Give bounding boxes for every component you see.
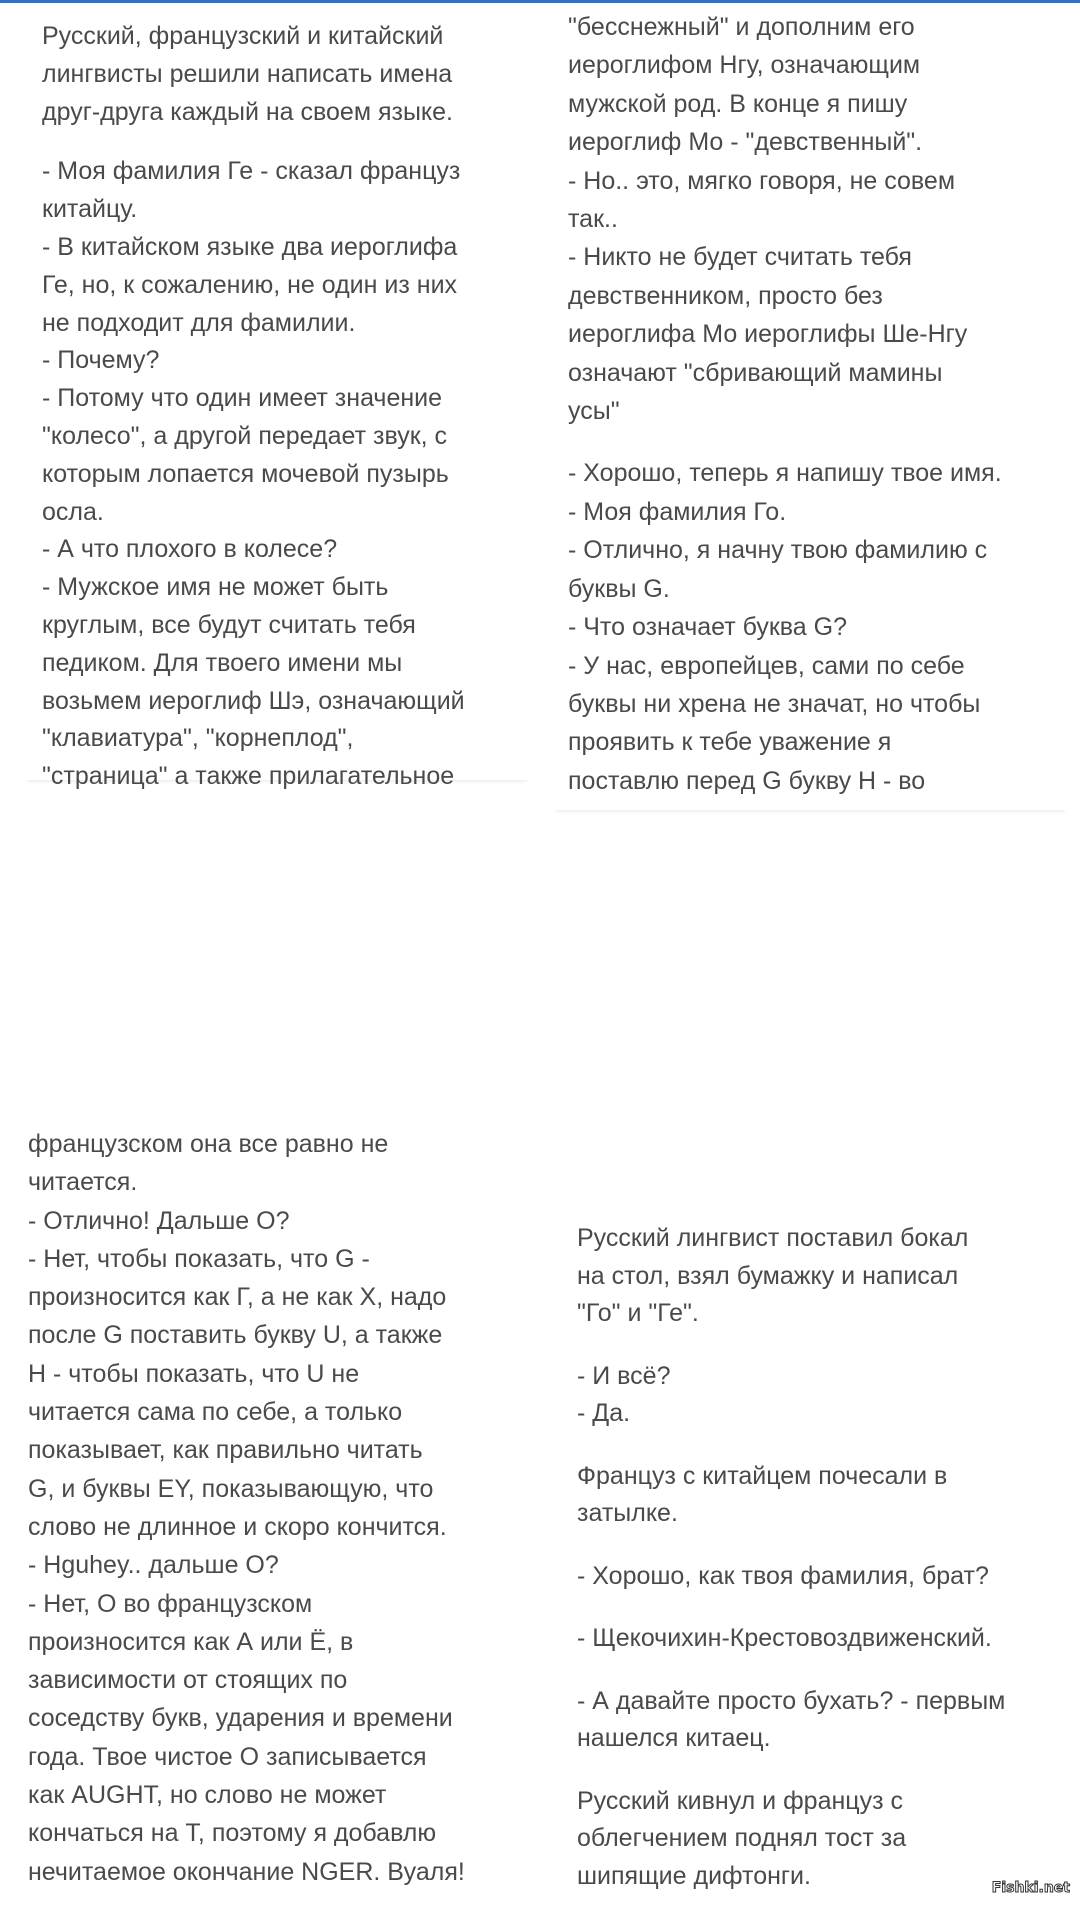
story-paragraph: Русский кивнул и француз с облегчением поднял тост за шипящие дифтонги.	[577, 1786, 907, 1890]
story-paragraph: - Моя фамилия Ге - сказал француз китайцу. - В китайском языке два иероглифа Ге, но, к сожалению, не один из них не подходит для фамилии. - Почему? - Потому что один имеет значение "колесо", а другой передает звук, с которым лопается мочевой пузырь осла. - А что плохого в колесе? - Мужское имя не может быть круглым, все будут считать тебя педиком. Для твоего имени мы возьмем иероглиф Шэ, означающий "клавиатура", "корнеплод", "страница" а также прилагательное	[42, 157, 465, 791]
text-panel-bottom-right	[560, 1220, 1080, 1908]
top-accent-bar	[0, 0, 1080, 3]
story-paragraph: - И всё? - Да.	[577, 1361, 671, 1427]
story-paragraph: "бесснежный" и дополним его иероглифом Нгу, означающим мужской род. В конце я пишу иероглиф Мо - "девственный". - Но.. это, мягко говоря, не совем так.. - Никто не будет считать тебя девственником, просто без иероглифа Мо иероглифы Ше-Нгу означают "сбривающий мамины усы"	[568, 13, 968, 426]
story-paragraph: - А давайте просто бухать? - первым нашелся китаец.	[577, 1686, 1006, 1752]
story-paragraph: Русский, французский и китайский лингвисты решили написать имена друг-друга каждый на своем языке.	[42, 22, 453, 126]
text-panel-bottom-left	[14, 1125, 514, 1905]
story-paragraph: - Щекочихин-Крестовоздвиженский.	[577, 1624, 992, 1652]
story-paragraph: французском она все равно не читается. - Отлично! Дальше О? - Нет, чтобы показать, что G - произносится как Г, а не как Х, надо после G поставить букву U, а также H - чтобы показать, что U не читается сама по себе, а только показывает, как правильно читать G, и буквы EY, показывающую, что слово не длинное и скоро кончится. - Hguhey.. дальше О? - Нет, О во французском произносится как А или Ё, в зависимости от стоящих по соседству букв, ударения и времени года. Твое чистое О записывается как AUGHT, но слово не может кончаться на Т, поэтому я добавлю нечитаемое окончание NGER. Вуаля!	[28, 1130, 465, 1886]
text-panel-top-right	[552, 4, 1068, 810]
story-paragraph: - Хорошо, как твоя фамилия, брат?	[577, 1561, 989, 1590]
story-paragraph: Русский лингвист поставил бокал на стол, взял бумажку и написал "Го" и "Ге".	[577, 1224, 969, 1327]
watermark-logo: Fishki.net	[991, 1880, 1070, 1896]
story-paragraph: - Хорошо, теперь я напишу твое имя. - Моя фамилия Го. - Отлично, я начну твою фамилию с буквы G. - Что означает буква G? - У нас, европейцев, сами по себе буквы ни хрена не значат, но чтобы проявить к тебе уважение я поставлю перед G букву H - во	[568, 459, 1002, 795]
story-paragraph: Француз с китайцем почесали в затылке.	[577, 1461, 948, 1527]
text-panel-top-left	[24, 8, 530, 791]
